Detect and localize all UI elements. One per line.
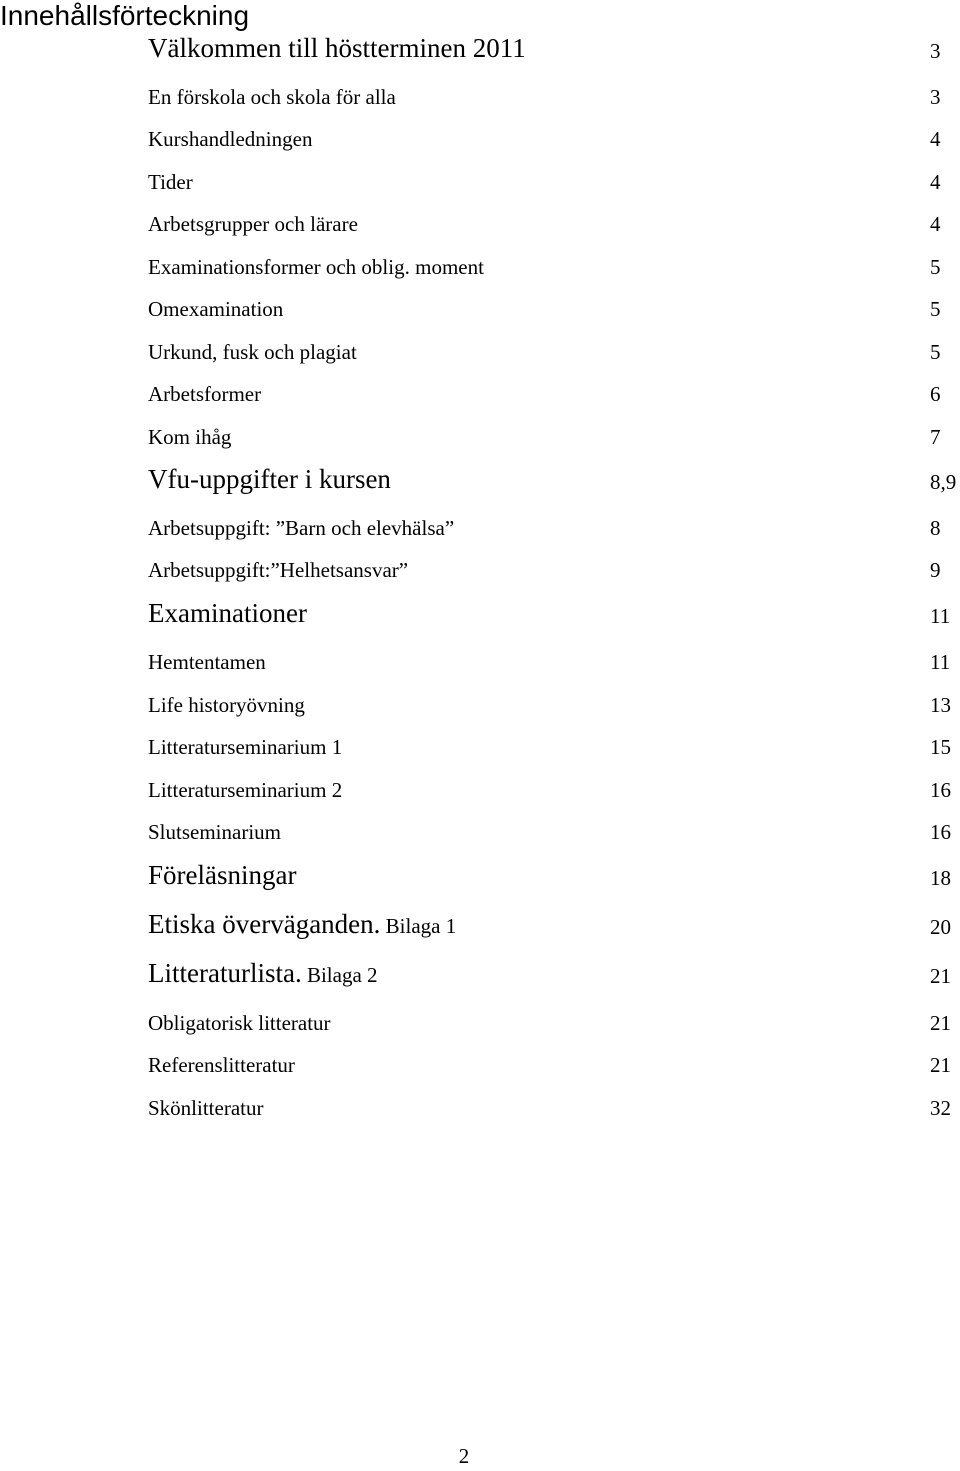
toc-entry[interactable] bbox=[148, 331, 960, 363]
toc-entry-page: 8,9 bbox=[930, 470, 957, 494]
toc-entry-page: 16 bbox=[930, 778, 951, 802]
toc-entry-title: Kom ihåg bbox=[148, 425, 232, 449]
toc-entry-title: Litteraturseminarium 1 bbox=[148, 735, 343, 759]
toc-entry-title-suffix: Bilaga 2 bbox=[301, 963, 378, 987]
toc-entry-title-main: Litteraturlista. bbox=[148, 958, 302, 988]
toc-entry-page: 16 bbox=[930, 820, 951, 844]
toc-entry-page: 3 bbox=[930, 85, 941, 109]
toc-entry[interactable] bbox=[148, 203, 960, 235]
toc-entry[interactable] bbox=[148, 857, 960, 889]
toc-entry-page: 13 bbox=[930, 693, 951, 717]
toc-entry-title: Arbetsuppgift:”Helhetsansvar” bbox=[148, 558, 409, 582]
toc-entry-title bbox=[148, 960, 378, 987]
toc-entry[interactable] bbox=[148, 906, 960, 938]
toc-entry-page: 8 bbox=[930, 516, 941, 540]
toc-entry-page: 21 bbox=[930, 1053, 951, 1077]
toc-entry-page: 3 bbox=[930, 39, 941, 63]
toc-entry-title: En förskola och skola för alla bbox=[148, 85, 396, 109]
toc-entry-title: Hemtentamen bbox=[148, 650, 266, 674]
toc-entry[interactable] bbox=[148, 684, 960, 716]
toc-entry[interactable] bbox=[148, 769, 960, 801]
toc-entry[interactable] bbox=[148, 726, 960, 758]
toc-entry-page: 4 bbox=[930, 212, 941, 236]
toc-entry-page: 6 bbox=[930, 382, 941, 406]
toc-entry-title: Arbetsformer bbox=[148, 382, 262, 406]
toc-entry-title: Urkund, fusk och plagiat bbox=[148, 340, 357, 364]
toc-entry[interactable] bbox=[148, 1002, 960, 1034]
toc-entry-title: Föreläsningar bbox=[148, 860, 297, 890]
toc-entry-title-main: Etiska överväganden. bbox=[148, 909, 381, 939]
toc-entry-page: 5 bbox=[930, 255, 941, 279]
toc-entry-page: 21 bbox=[930, 964, 951, 988]
toc-entry-title: Referenslitteratur bbox=[148, 1053, 295, 1077]
toc-entry-page: 4 bbox=[930, 127, 941, 151]
toc-heading: Innehållsförteckning bbox=[0, 0, 250, 31]
toc-entry-page: 7 bbox=[930, 425, 941, 449]
toc-entry-title: Vfu-uppgifter i kursen bbox=[148, 464, 391, 494]
toc-entry-page: 21 bbox=[930, 1011, 951, 1035]
toc-entry[interactable] bbox=[148, 811, 960, 843]
toc-entry-title: Arbetsgrupper och lärare bbox=[148, 212, 358, 236]
toc-entry[interactable] bbox=[148, 161, 960, 193]
toc-entry-title bbox=[148, 911, 456, 938]
toc-entry-title-suffix: Bilaga 1 bbox=[380, 914, 457, 938]
toc-entry[interactable] bbox=[148, 549, 960, 581]
toc-entry[interactable] bbox=[148, 1087, 960, 1119]
toc-entry-page: 5 bbox=[930, 340, 941, 364]
toc-entry-page: 11 bbox=[930, 650, 951, 674]
toc-entry-title: Examinationer bbox=[148, 598, 307, 628]
toc-entry[interactable] bbox=[148, 76, 960, 108]
toc-entry-title: Life historyövning bbox=[148, 693, 305, 717]
toc-entry-title: Tider bbox=[148, 170, 193, 194]
toc-entry-page: 32 bbox=[930, 1096, 951, 1120]
toc-entry[interactable] bbox=[148, 955, 960, 987]
toc-entry-page: 11 bbox=[930, 604, 951, 628]
toc-entry-page: 20 bbox=[930, 915, 951, 939]
toc-entry[interactable] bbox=[148, 416, 960, 448]
toc-entry[interactable] bbox=[148, 118, 960, 150]
toc-entry-title: Obligatorisk litteratur bbox=[148, 1011, 331, 1035]
toc-entry-title: Litteraturseminarium 2 bbox=[148, 778, 343, 802]
toc-entry-page: 18 bbox=[930, 866, 951, 890]
toc-entry-page: 4 bbox=[930, 170, 941, 194]
toc-entry[interactable] bbox=[148, 30, 960, 62]
toc-entry-title: Kurshandledningen bbox=[148, 127, 313, 151]
toc-entry[interactable] bbox=[148, 373, 960, 405]
toc-entry-title: Välkommen till höstterminen 2011 bbox=[148, 33, 526, 63]
toc-entry-title: Skönlitteratur bbox=[148, 1096, 264, 1120]
toc-entry-title: Arbetsuppgift: ”Barn och elevhälsa” bbox=[148, 516, 455, 540]
toc-entry[interactable] bbox=[148, 246, 960, 278]
toc-entry-page: 5 bbox=[930, 297, 941, 321]
toc-entry-title: Examinationsformer och oblig. moment bbox=[148, 255, 484, 279]
toc-entry[interactable] bbox=[148, 595, 960, 627]
toc-entry[interactable] bbox=[148, 461, 960, 493]
toc-entry-page: 15 bbox=[930, 735, 951, 759]
toc-entry[interactable] bbox=[148, 507, 960, 539]
page-number: 2 bbox=[458, 1444, 470, 1468]
toc-entry-title: Slutseminarium bbox=[148, 820, 281, 844]
toc-entry[interactable] bbox=[148, 288, 960, 320]
toc-entry[interactable] bbox=[148, 1044, 960, 1076]
toc-entry-page: 9 bbox=[930, 558, 941, 582]
toc-entry-title: Omexamination bbox=[148, 297, 284, 321]
toc-entry[interactable] bbox=[148, 641, 960, 673]
